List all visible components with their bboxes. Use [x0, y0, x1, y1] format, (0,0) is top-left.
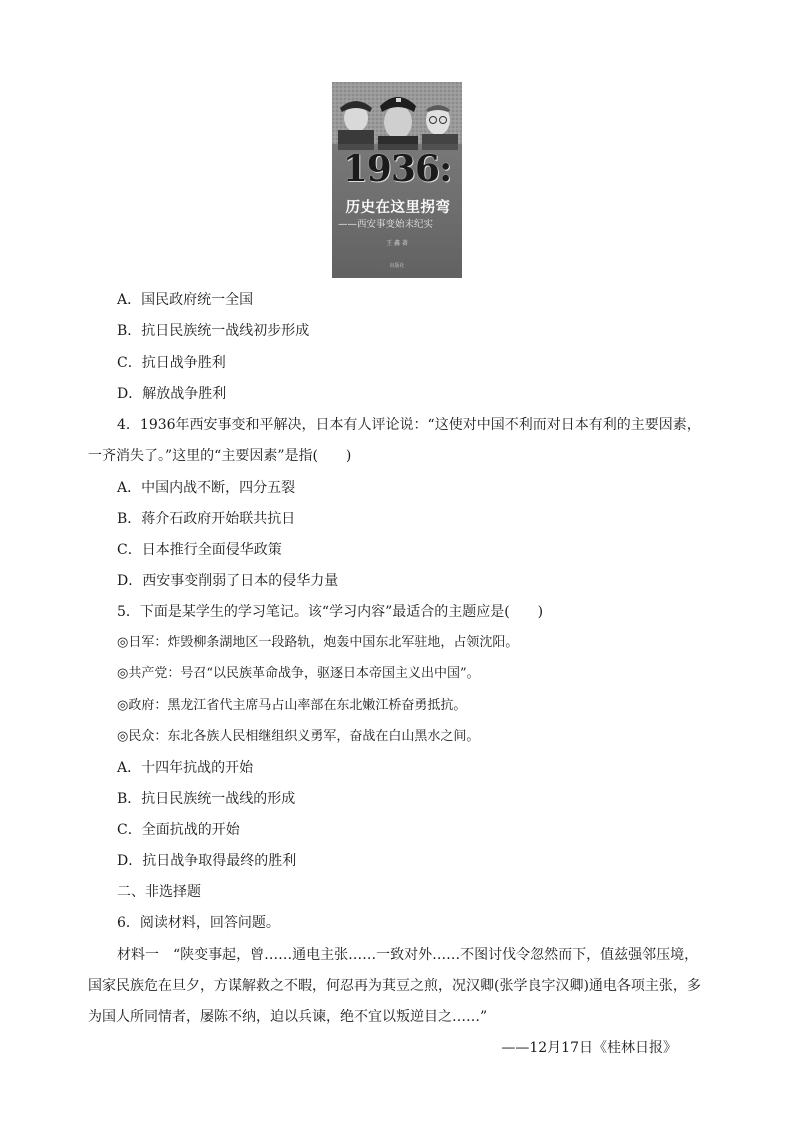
q5-option-a: A．十四年抗战的开始 [117, 760, 254, 776]
q3-option-d: D．解放战争胜利 [117, 386, 227, 402]
q5-note-japanese-army: ◎日军：炸毁柳条湖地区一段路轨，炮轰中国东北军驻地，占领沈阳。 [117, 635, 519, 650]
material1-line3: 为国人所同情者，屡陈不纳，迫以兵谏，绝不宜以叛逆目之……” [88, 1009, 488, 1025]
q4-stem-line2: 一齐消失了。”这里的“主要因素”是指( ) [88, 448, 352, 464]
q4-option-a: A．中国内战不断，四分五裂 [117, 480, 296, 496]
q5-option-b: B．抗日民族统一战线的形成 [117, 791, 296, 807]
q5-note-government: ◎政府：黑龙江省代主席马占山率部在东北嫩江桥奋勇抵抗。 [117, 698, 467, 713]
q5-note-people: ◎民众：东北各族人民相继组织义勇军，奋战在白山黑水之间。 [117, 729, 480, 744]
cover-publisher: 出版社 [389, 263, 405, 269]
q3-option-c: C．抗日战争胜利 [117, 355, 226, 371]
q5-option-c: C．全面抗战的开始 [117, 822, 240, 838]
q5-option-d: D．抗日战争取得最终的胜利 [117, 853, 297, 869]
section2-heading: 二、非选择题 [117, 884, 201, 900]
q3-option-a: A．国民政府统一全国 [117, 292, 254, 308]
q4-stem-line1: 4．1936年西安事变和平解决，日本有人评论说：“这使对中国不利而对日本有利的主要因素， [117, 417, 701, 433]
q5-stem: 5．下面是某学生的学习笔记。该“学习内容”最适合的主题应是( ) [117, 604, 544, 620]
q4-option-d: D．西安事变削弱了日本的侵华力量 [117, 573, 339, 589]
q5-note-communist-party: ◎共产党：号召“以民族革命战争，驱逐日本帝国主义出中国”。 [117, 666, 480, 681]
material1-line1: 材料一 “陕变事起，曾……通电主张……一致对外……不图讨伐令忽然而下，值兹强邻压境， [117, 947, 699, 963]
q4-option-c: C．日本推行全面侵华政策 [117, 542, 282, 558]
cover-author: 王 鑫 著 [386, 240, 408, 247]
cover-subtitle: ——西安事变始末纪实 [338, 219, 434, 230]
book-cover-image [332, 82, 462, 278]
q3-option-b: B．抗日民族统一战线初步形成 [117, 323, 310, 339]
q6-stem: 6．阅读材料，回答问题。 [117, 915, 280, 931]
cover-year: 1936: [342, 148, 452, 190]
material1-line2: 国家民族危在旦夕，方谋解救之不暇，何忍再为萁豆之煎，况汉卿(张学良字汉卿)通电各项主张，多 [88, 978, 701, 994]
cover-title: 历史在这里拐弯 [345, 200, 451, 216]
material1-source: ——12月17日《桂林日报》 [501, 1040, 677, 1056]
q4-option-b: B．蒋介石政府开始联共抗日 [117, 511, 296, 527]
